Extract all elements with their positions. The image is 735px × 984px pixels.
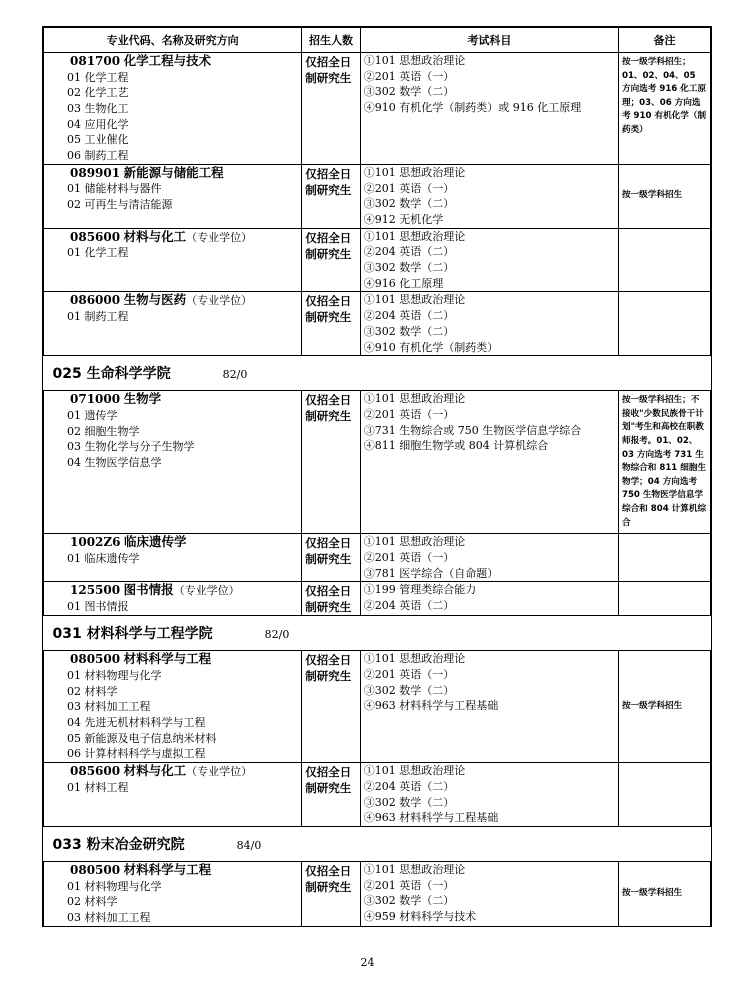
exam-subject: ③302 数学（二） bbox=[363, 683, 455, 697]
program-code: 1002Z6 bbox=[70, 535, 121, 550]
program-code: 085600 bbox=[70, 764, 121, 779]
quota-cell: 仅招全日制研究生 bbox=[302, 763, 361, 827]
research-direction: 02 材料学 bbox=[67, 684, 118, 698]
program-heading bbox=[70, 763, 298, 780]
research-direction: 01 遗传学 bbox=[67, 408, 118, 422]
research-direction: 01 制药工程 bbox=[67, 310, 129, 324]
college-row bbox=[44, 356, 711, 391]
program-heading bbox=[70, 53, 298, 70]
subjects-cell bbox=[360, 582, 618, 616]
note-cell: 按一级学科招生；01、02、04、05 方向选考 916 化工原理；03、06 方向选考 910 有机化学（制药类） bbox=[618, 53, 710, 165]
exam-subject: ①101 思想政治理论 bbox=[363, 165, 466, 179]
program-row bbox=[44, 292, 711, 356]
exam-subject: ①101 思想政治理论 bbox=[363, 535, 466, 549]
program-code: 080500 bbox=[70, 652, 121, 667]
program-heading bbox=[70, 534, 298, 551]
research-direction: 02 材料学 bbox=[67, 895, 118, 909]
research-direction: 01 图书情报 bbox=[67, 599, 129, 613]
table-header-row bbox=[44, 28, 711, 53]
exam-subject: ②204 英语（二） bbox=[363, 779, 455, 793]
program-heading bbox=[70, 651, 298, 668]
exam-subject: ④963 材料科学与工程基础 bbox=[363, 699, 499, 713]
college-cell bbox=[44, 616, 361, 651]
program-subtitle: （专业学位） bbox=[173, 584, 240, 598]
header-notes: 备注 bbox=[618, 28, 710, 53]
header-quota: 招生人数 bbox=[302, 28, 361, 53]
subjects-cell bbox=[360, 292, 618, 356]
college-name: 025 生命科学学院 bbox=[52, 366, 171, 383]
research-direction: 03 生物化工 bbox=[67, 102, 129, 115]
quota-cell: 仅招全日制研究生 bbox=[302, 164, 361, 228]
program-row bbox=[44, 228, 711, 292]
research-direction: 02 可再生与清洁能源 bbox=[67, 198, 173, 212]
exam-subject: ③302 数学（二） bbox=[363, 197, 455, 211]
program-name: 化学工程与技术 bbox=[123, 53, 212, 68]
header-program: 专业代码、名称及研究方向 bbox=[44, 28, 302, 53]
exam-subject: ①101 思想政治理论 bbox=[363, 392, 466, 406]
research-direction: 04 生物医学信息学 bbox=[67, 455, 162, 469]
program-cell bbox=[44, 651, 302, 763]
quota-cell: 仅招全日制研究生 bbox=[302, 391, 361, 534]
note-cell bbox=[618, 582, 710, 616]
program-code: 085600 bbox=[70, 229, 121, 244]
program-heading bbox=[70, 165, 298, 182]
college-cell bbox=[44, 826, 361, 861]
exam-subject: ③302 数学（二） bbox=[363, 795, 455, 809]
college-count: 84/0 bbox=[236, 838, 262, 852]
exam-subject: ②204 英语（二） bbox=[363, 245, 455, 259]
program-row bbox=[44, 534, 711, 582]
research-direction: 01 储能材料与器件 bbox=[67, 182, 162, 196]
note-cell: 按一级学科招生；不接收"少数民族骨干计划"考生和高校在职教师报考。01、02、03 方向选考 731 生物综合和 811 细胞生物学；04 方向选考 750 生物医学信息学综合和 804 计算机综合 bbox=[618, 391, 710, 534]
note-cell: 按一级学科招生 bbox=[618, 651, 710, 763]
program-heading bbox=[70, 582, 298, 599]
note-cell bbox=[618, 534, 710, 582]
quota-cell: 仅招全日制研究生 bbox=[302, 582, 361, 616]
college-blank-cell bbox=[360, 356, 710, 391]
note-cell bbox=[618, 228, 710, 292]
page-number: 24 bbox=[360, 956, 375, 969]
research-direction: 01 材料物理与化学 bbox=[67, 879, 162, 893]
exam-subject: ①101 思想政治理论 bbox=[363, 229, 466, 243]
exam-subject: ③302 数学（二） bbox=[363, 85, 455, 99]
exam-subject: ②201 英语（一） bbox=[363, 550, 455, 564]
program-code: 089901 bbox=[70, 165, 121, 180]
college-count: 82/0 bbox=[264, 628, 290, 642]
program-row bbox=[44, 53, 711, 165]
program-code: 125500 bbox=[70, 583, 121, 598]
quota-cell: 仅招全日制研究生 bbox=[302, 861, 361, 926]
program-subtitle: （专业学位） bbox=[186, 230, 253, 244]
program-subtitle: （专业学位） bbox=[186, 294, 253, 308]
program-heading bbox=[70, 862, 298, 879]
exam-subject: ①101 思想政治理论 bbox=[363, 764, 466, 778]
program-name: 材料科学与工程 bbox=[123, 651, 212, 667]
research-direction: 05 新能源及电子信息纳米材料 bbox=[67, 731, 217, 745]
college-blank-cell bbox=[360, 616, 710, 651]
program-row bbox=[44, 763, 711, 827]
quota-cell: 仅招全日制研究生 bbox=[302, 53, 361, 165]
research-direction: 03 生物化学与分子生物学 bbox=[67, 440, 195, 454]
program-cell bbox=[44, 534, 302, 582]
exam-subject: ④959 材料科学与技术 bbox=[363, 910, 477, 924]
exam-subject: ②201 英语（一） bbox=[363, 407, 455, 421]
exam-subject: ④912 无机化学 bbox=[363, 212, 444, 226]
research-direction: 02 细胞生物学 bbox=[67, 424, 140, 438]
program-code: 071000 bbox=[70, 392, 121, 407]
college-name: 031 材料科学与工程学院 bbox=[52, 626, 213, 643]
research-direction: 04 应用化学 bbox=[67, 117, 129, 131]
program-name: 图书情报 bbox=[123, 582, 174, 598]
exam-subject: ②204 英语（二） bbox=[363, 599, 455, 612]
program-cell bbox=[44, 292, 302, 356]
note-cell: 按一级学科招生 bbox=[618, 164, 710, 228]
exam-subject: ③302 数学（二） bbox=[363, 894, 455, 908]
program-row bbox=[44, 861, 711, 926]
program-code: 080500 bbox=[70, 862, 121, 877]
research-direction: 01 化学工程 bbox=[67, 70, 129, 84]
program-cell bbox=[44, 763, 302, 827]
exam-subject: ③731 生物综合或 750 生物医学信息学综合 bbox=[363, 423, 582, 437]
note-cell: 按一级学科招生 bbox=[618, 861, 710, 926]
exam-subject: ④963 材料科学与工程基础 bbox=[363, 811, 499, 825]
research-direction: 01 临床遗传学 bbox=[67, 551, 140, 565]
program-name: 临床遗传学 bbox=[124, 534, 187, 550]
exam-subject: ②201 英语（一） bbox=[363, 69, 455, 83]
college-count: 82/0 bbox=[222, 368, 248, 382]
college-row bbox=[44, 826, 711, 861]
research-direction: 06 计算材料科学与虚拟工程 bbox=[67, 747, 206, 761]
research-direction: 06 制药工程 bbox=[67, 149, 129, 163]
exam-subject: ①101 思想政治理论 bbox=[363, 652, 466, 666]
program-cell bbox=[44, 228, 302, 292]
program-cell bbox=[44, 582, 302, 616]
program-subtitle: （专业学位） bbox=[186, 765, 253, 779]
research-direction: 02 化学工艺 bbox=[67, 86, 129, 100]
program-code: 086000 bbox=[70, 293, 121, 308]
subjects-cell bbox=[360, 534, 618, 582]
subjects-cell bbox=[360, 164, 618, 228]
exam-subject: ①199 管理类综合能力 bbox=[363, 583, 477, 597]
quota-cell: 仅招全日制研究生 bbox=[302, 228, 361, 292]
program-cell bbox=[44, 164, 302, 228]
exam-subject: ④910 有机化学（制药类）或 916 化工原理 bbox=[363, 101, 582, 115]
program-row bbox=[44, 164, 711, 228]
research-direction: 04 先进无机材料科学与工程 bbox=[67, 716, 206, 729]
program-heading bbox=[70, 292, 298, 309]
admissions-table bbox=[43, 27, 711, 927]
college-cell bbox=[44, 356, 361, 391]
program-name: 生物学 bbox=[123, 391, 162, 407]
exam-subject: ③302 数学（二） bbox=[363, 324, 455, 338]
program-name: 新能源与储能工程 bbox=[123, 164, 224, 180]
research-direction: 01 材料物理与化学 bbox=[67, 668, 162, 682]
subjects-cell bbox=[360, 228, 618, 292]
exam-subject: ②201 英语（一） bbox=[363, 878, 455, 892]
subjects-cell bbox=[360, 391, 618, 534]
exam-subject: ②201 英语（一） bbox=[363, 181, 455, 195]
exam-subject: ④910 有机化学（制药类） bbox=[363, 340, 499, 354]
program-cell bbox=[44, 861, 302, 926]
exam-subject: ③781 医学综合（自命题） bbox=[363, 566, 499, 580]
subjects-cell bbox=[360, 53, 618, 165]
note-cell bbox=[618, 763, 710, 827]
subjects-cell bbox=[360, 861, 618, 926]
exam-subject: ②204 英语（二） bbox=[363, 309, 455, 323]
research-direction: 03 材料加工工程 bbox=[67, 910, 151, 924]
program-heading bbox=[70, 391, 298, 408]
program-row bbox=[44, 582, 711, 616]
research-direction: 01 材料工程 bbox=[67, 780, 129, 794]
exam-subject: ①101 思想政治理论 bbox=[363, 293, 466, 307]
program-name: 材料与化工 bbox=[123, 228, 187, 244]
subjects-cell bbox=[360, 763, 618, 827]
research-direction: 03 材料加工工程 bbox=[67, 700, 151, 714]
quota-cell: 仅招全日制研究生 bbox=[302, 534, 361, 582]
program-heading bbox=[70, 229, 298, 246]
college-row bbox=[44, 616, 711, 651]
program-name: 材料科学与工程 bbox=[123, 861, 212, 877]
research-direction: 05 工业催化 bbox=[67, 133, 129, 147]
program-row bbox=[44, 391, 711, 534]
subjects-cell bbox=[360, 651, 618, 763]
exam-subject: ④811 细胞生物学或 804 计算机综合 bbox=[363, 439, 549, 453]
program-cell bbox=[44, 53, 302, 165]
college-name: 033 粉末冶金研究院 bbox=[52, 836, 185, 853]
program-cell bbox=[44, 391, 302, 534]
admissions-table-page bbox=[42, 26, 712, 927]
exam-subject: ①101 思想政治理论 bbox=[363, 862, 466, 876]
header-subjects: 考试科目 bbox=[360, 28, 618, 53]
exam-subject: ③302 数学（二） bbox=[363, 261, 455, 275]
program-row bbox=[44, 651, 711, 763]
program-code: 081700 bbox=[70, 54, 121, 68]
exam-subject: ①101 思想政治理论 bbox=[363, 54, 466, 67]
research-direction: 01 化学工程 bbox=[67, 246, 129, 260]
exam-subject: ④916 化工原理 bbox=[363, 276, 444, 290]
note-cell bbox=[618, 292, 710, 356]
program-name: 材料与化工 bbox=[123, 763, 187, 779]
program-name: 生物与医药 bbox=[123, 292, 187, 308]
quota-cell: 仅招全日制研究生 bbox=[302, 651, 361, 763]
college-blank-cell bbox=[360, 826, 710, 861]
quota-cell: 仅招全日制研究生 bbox=[302, 292, 361, 356]
exam-subject: ②201 英语（一） bbox=[363, 668, 455, 681]
